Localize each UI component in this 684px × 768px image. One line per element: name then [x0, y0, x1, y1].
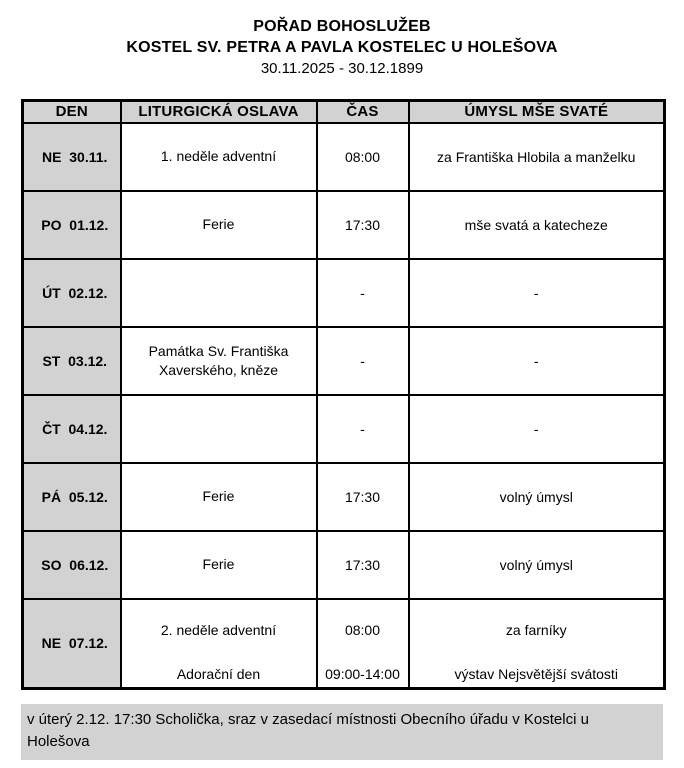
time-cell [317, 599, 409, 689]
day-cell: ÚT 02.12. [23, 259, 121, 327]
celebration-cell [121, 259, 317, 327]
day-cell: NE 07.12. [23, 599, 121, 689]
time-line1: 08:00 [344, 622, 381, 639]
table-row [23, 259, 665, 327]
celebration-cell: Památka Sv. Františka Xaverského, kněze [121, 327, 317, 395]
intention-cell: mše svatá a katecheze [409, 191, 665, 259]
date-range: 30.11.2025 - 30.12.1899 [260, 60, 424, 77]
celebration-line1: 2. neděle adventní [160, 622, 277, 639]
celebration-cell: 1. neděle adventní [121, 123, 317, 191]
day-cell: SO 06.12. [23, 531, 121, 599]
table-row [23, 191, 665, 259]
time-stack [318, 601, 408, 685]
intention-line1: za farníky [505, 622, 567, 639]
intention-line2: výstav Nejsvětější svátosti [454, 666, 618, 683]
day-cell: ST 03.12. [23, 327, 121, 395]
title-block [0, 0, 684, 79]
time-cell: 08:00 [317, 123, 409, 191]
intention-cell: volný úmysl [409, 531, 665, 599]
page-title: POŘAD BOHOSLUŽEB [253, 18, 431, 35]
time-cell: - [317, 259, 409, 327]
col-header-day: DEN [23, 101, 121, 123]
schedule-table [21, 99, 666, 690]
table-row [23, 531, 665, 599]
table-row-sunday [23, 599, 665, 689]
time-line2: 09:00-14:00 [325, 666, 400, 683]
table-row [23, 327, 665, 395]
header-row [23, 101, 665, 123]
table-row [23, 463, 665, 531]
day-cell: PO 01.12. [23, 191, 121, 259]
celebration-cell: Ferie [121, 463, 317, 531]
time-cell: 17:30 [317, 191, 409, 259]
church-name: KOSTEL SV. PETRA A PAVLA KOSTELEC U HOLEŠOVA [126, 39, 558, 56]
time-cell: - [317, 395, 409, 463]
table-row [23, 123, 665, 191]
intention-cell: za Františka Hlobila a manželku [409, 123, 665, 191]
celebration-cell [121, 395, 317, 463]
celebration-cell: Ferie [121, 531, 317, 599]
intention-stack [410, 601, 664, 685]
col-header-celebration: LITURGICKÁ OSLAVA [121, 101, 317, 123]
intention-cell: - [409, 395, 665, 463]
time-cell: 17:30 [317, 463, 409, 531]
time-cell: 17:30 [317, 531, 409, 599]
day-cell: NE 30.11. [23, 123, 121, 191]
celebration-cell [121, 599, 317, 689]
intention-cell: - [409, 327, 665, 395]
col-header-time: ČAS [317, 101, 409, 123]
col-header-intention: ÚMYSL MŠE SVATÉ [409, 101, 665, 123]
day-cell: PÁ 05.12. [23, 463, 121, 531]
intention-cell [409, 599, 665, 689]
celebration-line2: Adorační den [176, 666, 261, 683]
celebration-cell: Ferie [121, 191, 317, 259]
time-cell: - [317, 327, 409, 395]
table-row [23, 395, 665, 463]
intention-cell: volný úmysl [409, 463, 665, 531]
celebration-stack [130, 601, 308, 685]
intention-cell: - [409, 259, 665, 327]
day-cell: ČT 04.12. [23, 395, 121, 463]
announcement-note: v úterý 2.12. 17:30 Scholička, sraz v zasedací místnosti Obecního úřadu v Kostelci u Holešova [21, 704, 663, 760]
